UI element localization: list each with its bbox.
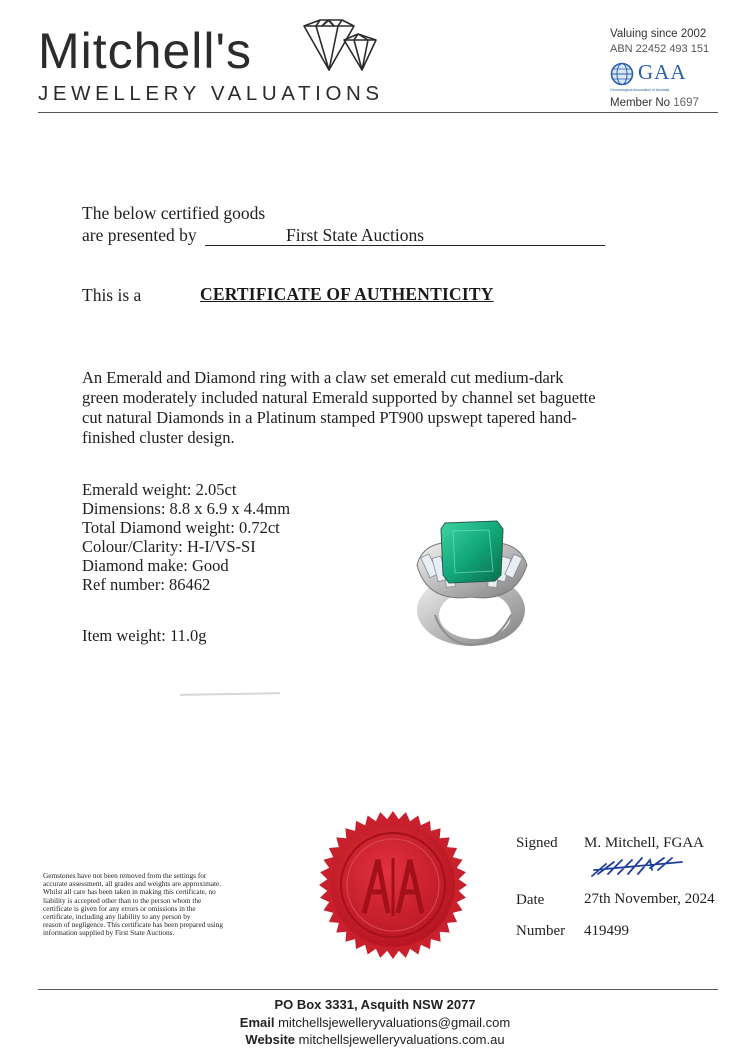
gaa-small-text: Gemmological Association of Australia bbox=[610, 88, 670, 92]
website-label: Website bbox=[245, 1032, 296, 1047]
specs-list bbox=[82, 480, 290, 594]
member-label: Member No bbox=[610, 97, 671, 109]
presentation-line1: The below certified goods bbox=[82, 203, 266, 223]
valuing-since: Valuing since 2002 bbox=[610, 28, 707, 40]
wax-seal bbox=[316, 808, 470, 962]
member-number: 1697 bbox=[673, 97, 699, 109]
gaa-globe-icon bbox=[610, 62, 634, 86]
number-label: Number bbox=[516, 923, 566, 939]
website-link[interactable]: mitchellsjewelleryvaluations.com.au bbox=[298, 1032, 505, 1047]
disclaimer-line: information supplied by First State Auctions. bbox=[43, 928, 175, 938]
email-link[interactable]: mitchellsjewelleryvaluations@gmail.com bbox=[278, 1015, 511, 1030]
description-line: cut natural Diamonds in a Platinum stamped PT900 upswept tapered hand- bbox=[82, 408, 577, 427]
header-divider bbox=[38, 112, 718, 113]
gaa-logo bbox=[610, 62, 720, 88]
item-weight: Item weight: 11.0g bbox=[82, 626, 207, 645]
smudge-mark bbox=[180, 692, 280, 696]
spec-item: Total Diamond weight: 0.72ct bbox=[82, 518, 280, 537]
disclaimer-line: certificate, including any liability to any person by bbox=[43, 912, 191, 922]
description-line: finished cluster design. bbox=[82, 428, 235, 447]
description-line: An Emerald and Diamond ring with a claw set emerald cut medium-dark bbox=[82, 368, 564, 387]
gaa-text: GAA bbox=[638, 60, 687, 84]
diamond-logo-icon bbox=[298, 18, 380, 76]
spec-item: Ref number: 86462 bbox=[82, 575, 211, 594]
signed-label: Signed bbox=[516, 835, 558, 851]
signer-name: M. Mitchell, FGAA bbox=[584, 835, 704, 851]
footer-divider bbox=[38, 989, 718, 990]
spec-item: Dimensions: 8.8 x 6.9 x 4.4mm bbox=[82, 499, 291, 518]
ring-photo bbox=[405, 515, 545, 650]
certificate-date: 27th November, 2024 bbox=[584, 891, 715, 907]
brand-tagline: JEWELLERY VALUATIONS bbox=[38, 82, 384, 105]
disclaimer-line: Gemstones have not been removed from the settings for bbox=[43, 871, 207, 880]
disclaimer-line: reason of negligence. This certificate has been prepared using bbox=[43, 920, 223, 930]
certificate-prefix: This is a bbox=[82, 285, 142, 305]
disclaimer-line: accurate assessment, all grades and weights are approximate. bbox=[43, 879, 222, 889]
presenter-field bbox=[205, 225, 605, 246]
footer-address: PO Box 3331, Asquith NSW 2077 bbox=[274, 997, 476, 1012]
brand-name: Mitchell's bbox=[38, 23, 253, 79]
footer-website-line bbox=[0, 1032, 750, 1047]
presentation-line2 bbox=[82, 225, 605, 246]
description-line: green moderately included natural Emerald supported by channel set baguette bbox=[82, 388, 596, 407]
email-label: Email bbox=[239, 1015, 275, 1030]
date-label: Date bbox=[516, 892, 545, 908]
footer-email-line bbox=[0, 1015, 750, 1030]
spec-item: Diamond make: Good bbox=[82, 556, 229, 575]
member-number-line bbox=[610, 97, 699, 109]
item-description bbox=[82, 368, 682, 448]
disclaimer-line: certificate is given for any errors or omissions in the bbox=[43, 903, 196, 913]
disclaimer-line: Whilst all care has been taken in making this certificate, no bbox=[43, 887, 216, 897]
disclaimer-line: liability is accepted other than to the person whom the bbox=[43, 895, 202, 905]
spec-item: Colour/Clarity: H-I/VS-SI bbox=[82, 537, 256, 556]
certificate-number: 419499 bbox=[584, 923, 629, 939]
disclaimer bbox=[43, 872, 273, 938]
abn-number: ABN 22452 493 151 bbox=[610, 43, 710, 55]
certificate-title: CERTIFICATE OF AUTHENTICITY bbox=[200, 284, 494, 304]
handwritten-signature bbox=[588, 854, 688, 880]
presented-by-label: are presented by bbox=[82, 225, 197, 245]
spec-item: Emerald weight: 2.05ct bbox=[82, 480, 237, 499]
presenter-name: First State Auctions bbox=[286, 225, 425, 245]
